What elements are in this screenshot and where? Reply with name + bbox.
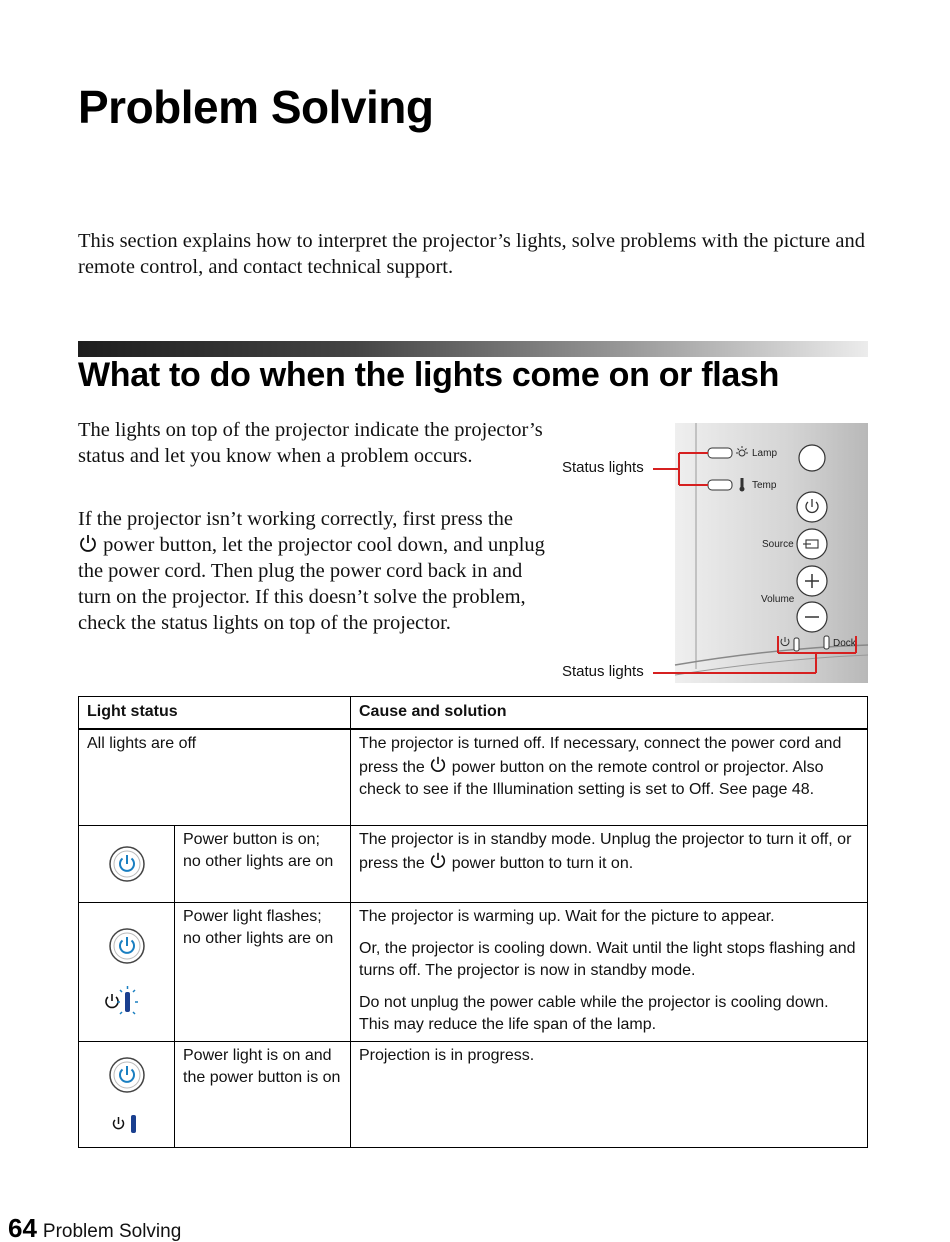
icon-cell [79, 903, 175, 1042]
panel-power-button [797, 492, 827, 522]
solution-text: The projector is warming up. Wait for the picture to appear. [359, 908, 775, 925]
icon-cell [79, 1042, 175, 1148]
control-panel-figure [556, 423, 868, 685]
solution-text: The projector is turned off. If necessary, connect the power cord and press the [359, 734, 842, 776]
status-cell: Power light flashes; no other lights are on [175, 903, 351, 1042]
power-status-light [794, 638, 799, 651]
status-cell: Power button is on; no other lights are on [175, 826, 351, 903]
volume-label: Volume [761, 594, 795, 605]
solution-text: power button on the remote control or projector. Also check to see if the [359, 758, 824, 798]
solution-text: Or, the projector is cooling down. Wait until the light stops flashing and turns off. The projector is now in standby mode. [359, 940, 856, 979]
lamp-light [708, 448, 732, 458]
status-lights-callout-bottom: Status lights [562, 663, 644, 680]
icon-cell [79, 826, 175, 903]
power-button-on-icon [107, 1055, 147, 1095]
power-icon [429, 755, 447, 773]
solution-text: Do not unplug the power cable while the projector is cooling down. This may reduce the life span of the lamp. [359, 994, 829, 1033]
power-light-on-icon [111, 1113, 143, 1135]
section-divider-bar [78, 341, 868, 357]
solution-cell [351, 826, 868, 903]
header-light-status: Light status [79, 697, 351, 729]
power-button-on-icon [107, 844, 147, 884]
off-setting: Off [688, 780, 711, 798]
table-header-row [79, 697, 868, 729]
illumination-setting: Illumination [492, 780, 574, 798]
panel-volume-down-button [797, 602, 827, 632]
power-light-flashing-icon [103, 986, 151, 1018]
footer-section-label: Problem Solving [42, 1221, 182, 1242]
page-number: 64 [8, 1213, 37, 1242]
status-cell: Power light is on and the power button is on [175, 1042, 351, 1148]
status-lights-callout-top: Status lights [562, 459, 644, 476]
section-heading: What to do when the lights come on or flash [78, 356, 780, 394]
dock-label: Dock [833, 638, 856, 649]
temp-label: Temp [752, 480, 777, 491]
panel-volume-up-button [797, 566, 827, 596]
power-icon [429, 851, 447, 869]
panel-source-button [797, 529, 827, 559]
solution-cell: Projection is in progress. [351, 1042, 868, 1148]
solution-text: . See page 48. [710, 780, 815, 798]
lamp-label: Lamp [752, 448, 778, 459]
temp-light [708, 480, 732, 490]
troubleshoot-paragraph [78, 506, 558, 636]
power-button-on-icon [107, 926, 147, 966]
status-cell: All lights are off [79, 729, 351, 826]
solution-text: setting is set to [577, 780, 685, 798]
header-cause-solution: Cause and solution [351, 697, 868, 729]
page-title: Problem Solving [78, 81, 434, 133]
solution-text: The projector is in standby mode. Unplug the projector to turn it off, or press the [359, 831, 852, 872]
lights-intro-paragraph: The lights on top of the projector indicate the projector’s status and let you know when a problem occurs. [78, 419, 543, 467]
solution-text: power button to turn it on. [451, 855, 634, 872]
panel-round-button [799, 445, 825, 471]
table-row [79, 1042, 868, 1148]
page-footer [8, 1213, 181, 1242]
power-icon [78, 533, 98, 553]
solution-cell [351, 903, 868, 1042]
table-row [79, 826, 868, 903]
dock-status-light [824, 636, 829, 649]
table-row [79, 903, 868, 1042]
source-label: Source [762, 539, 794, 550]
troubleshoot-text-a: If the projector isn’t working correctly, first press the [78, 508, 513, 530]
table-row [79, 729, 868, 826]
light-status-table [78, 696, 868, 1148]
intro-paragraph: This section explains how to interpret the projector’s lights, solve problems with the picture and remote control, and contact technical support. [78, 230, 865, 278]
troubleshoot-text-b: power button, let the projector cool down, and unplug the power cord. Then plug the power cord back in and turn on the projector. If this doesn’t solve the problem, check the status lights on top of the projector. [78, 534, 545, 634]
solution-cell [351, 729, 868, 826]
